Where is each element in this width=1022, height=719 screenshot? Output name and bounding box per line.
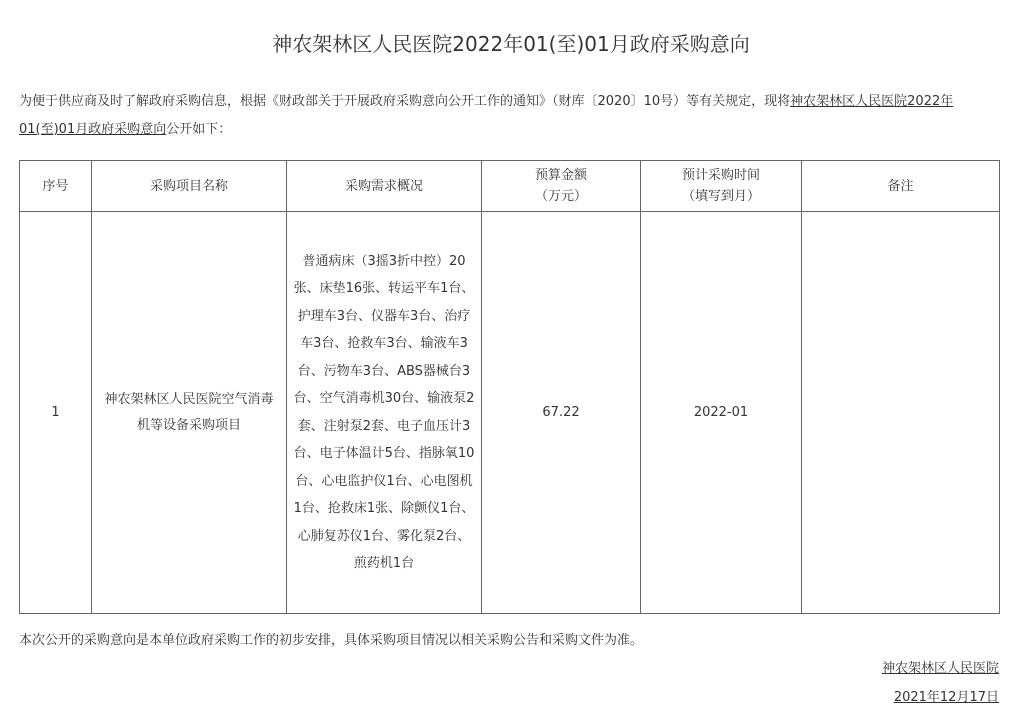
header-time xyxy=(641,161,802,212)
header-time-line1: 预计采购时间 xyxy=(681,168,760,183)
cell-project-name xyxy=(92,212,287,614)
footer-note: 本次公开的采购意向是本单位政府采购工作的初步安排，具体采购项目情况以相关采购公告和采购文件为准。 xyxy=(19,633,644,648)
header-project-name: 采购项目名称 xyxy=(92,161,287,212)
intro-notice-title: 2022年01(至)01月政府采购意向 xyxy=(19,94,954,137)
cell-budget: 67.22 xyxy=(482,212,641,614)
header-remark: 备注 xyxy=(802,161,1000,212)
intro-text-end: 公开如下： xyxy=(166,122,232,137)
cell-requirement xyxy=(287,212,482,614)
header-requirement: 采购需求概况 xyxy=(287,161,482,212)
cell-requirement-text: 普通病床（3摇3折中控）20张、床垫16张、转运平车1台、护理车3台、仪器车3台、治疗车3台、抢救车3台、输液车3台、污物车3台、ABS器械台3台、空气消毒机30台、输液泵2套、注射泵2套、电子血压计3台、电子体温计5台、指脉氧10台、心电监护仪1台、心电图机1台、抢救床1张、除颤仪1台、心肺复苏仪1台、雾化泵2台、煎药机1台 xyxy=(293,253,475,571)
signature-date: 2021年12月17日 xyxy=(893,690,999,705)
header-budget-line2: （万元） xyxy=(534,189,587,204)
cell-remark xyxy=(802,212,1000,614)
cell-project-name-text: 神农架林区人民医院空气消毒机等设备采购项目 xyxy=(104,391,274,433)
intro-paragraph xyxy=(19,88,1003,144)
intro-text: 为便于供应商及时了解政府采购信息，根据《财政部关于开展政府采购意向公开工作的通知》（财库〔2020〕10号）等有关规定，现将 xyxy=(19,94,791,109)
signature-org: 神农架林区人民医院 xyxy=(881,661,999,676)
cell-time: 2022-01 xyxy=(641,212,802,614)
cell-seq: 1 xyxy=(20,212,92,614)
header-budget xyxy=(482,161,641,212)
intro-org-name: 神农架林区人民医院 xyxy=(790,94,908,109)
page-title: 神农架林区人民医院2022年01(至)01月政府采购意向 xyxy=(272,32,750,56)
procurement-table xyxy=(19,160,1000,614)
table-header-row xyxy=(20,161,1000,212)
header-budget-line1: 预算金额 xyxy=(534,168,587,183)
header-time-line2: （填写到月） xyxy=(681,189,760,204)
table-row xyxy=(20,212,1000,614)
header-seq: 序号 xyxy=(20,161,92,212)
